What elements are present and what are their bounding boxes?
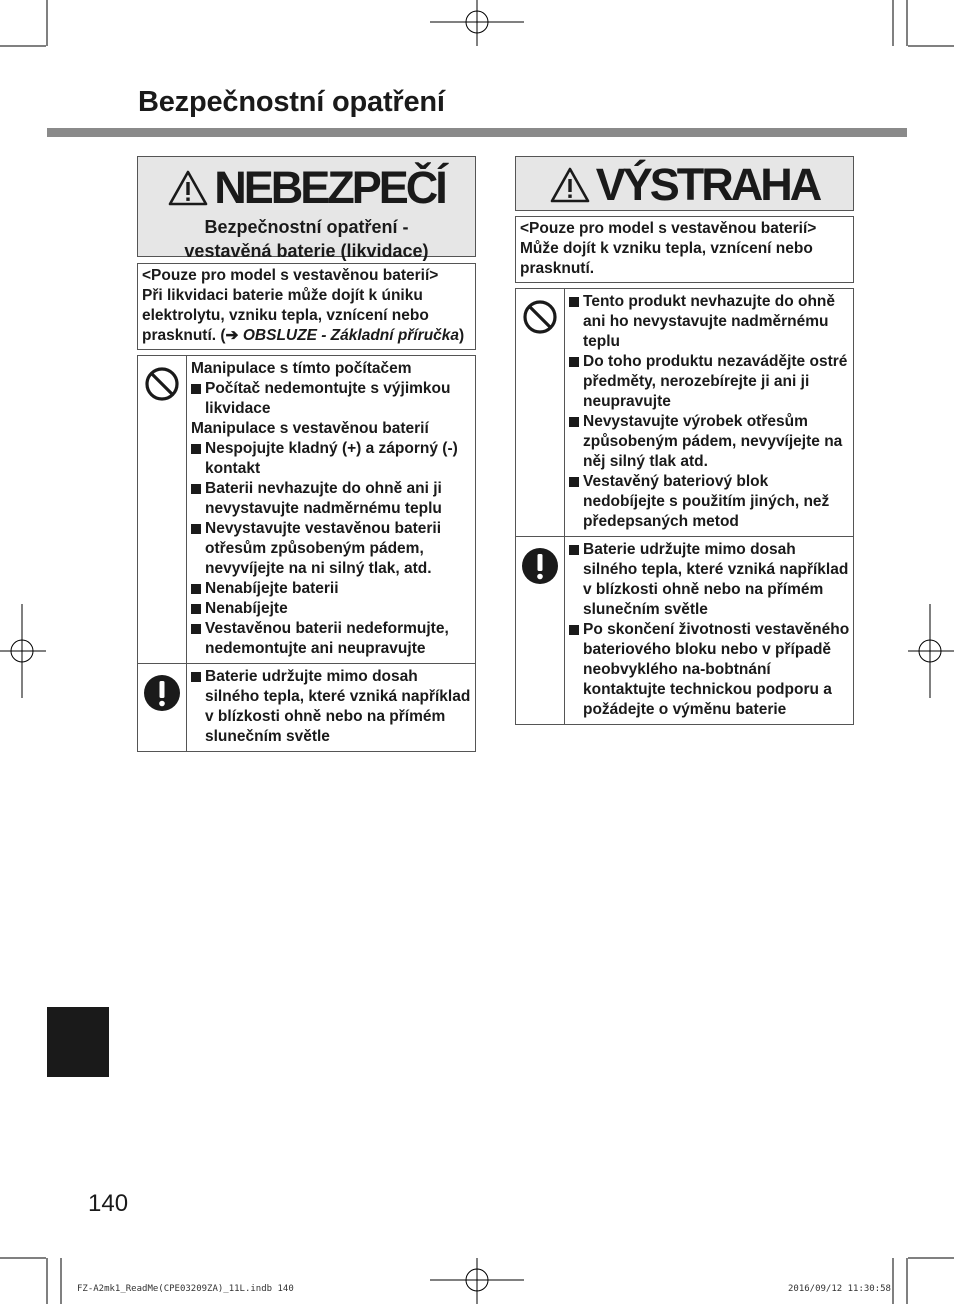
note-line: Při likvidaci baterie může dojít k úniku	[142, 287, 423, 304]
prohibition-row	[516, 289, 853, 536]
registration-mark-right	[908, 604, 954, 698]
list-item: Vestavěný bateriový blok nedobíjejte s použitím jiných, než předepsaných metod	[569, 472, 851, 532]
warning-header	[515, 156, 854, 211]
note-line: elektrolytu, vzniku tepla, vznícení nebo	[142, 307, 429, 324]
warning-instructions-table	[515, 288, 854, 725]
bullet-square-icon	[569, 357, 579, 367]
danger-subtitle-line-2: vestavěná baterie (likvidace)	[184, 241, 429, 261]
prohibition-icon	[522, 299, 558, 335]
arrow-icon: ➔	[225, 327, 239, 344]
list-item: Nespojujte kladný (+) a záporný (-) kontakt	[191, 439, 473, 479]
bullet-square-icon	[191, 384, 201, 394]
exclamation-icon	[143, 674, 181, 712]
bullet-square-icon	[569, 417, 579, 427]
note-line: prasknutí.	[520, 260, 595, 277]
list-item: Nenabíjejte baterii	[191, 579, 473, 599]
exclamation-icon	[521, 547, 559, 585]
mandatory-text	[565, 537, 853, 724]
crop-mark-bottom-left	[0, 1243, 62, 1304]
bullet-square-icon	[191, 604, 201, 614]
warning-triangle-icon	[168, 170, 208, 206]
list-item: Nevystavujte vestavěnou baterii otřesům způsobeným pádem, nevyvíjejte na ni silný tlak, atd.	[191, 519, 473, 579]
bullet-square-icon	[191, 624, 201, 634]
danger-subtitle-line-1: Bezpečnostní opatření -	[204, 217, 409, 237]
registration-mark-left	[0, 604, 46, 698]
warning-note	[515, 216, 854, 283]
mandatory-row	[516, 536, 853, 724]
crop-mark-top-left	[0, 0, 60, 60]
danger-heading	[138, 157, 475, 213]
danger-instructions-table	[137, 355, 476, 752]
danger-note	[137, 263, 476, 350]
list-item: Nevystavujte výrobek otřesům způsobeným pádem, nevyvíjejte na něj silný tlak atd.	[569, 412, 851, 472]
prohibition-icon	[144, 366, 180, 402]
danger-subtitle	[138, 213, 475, 267]
list-item: Baterii nevhazujte do ohně ani ji nevystavujte nadměrnému teplu	[191, 479, 473, 519]
section-heading: Manipulace s vestavěnou baterií	[191, 420, 429, 437]
title-rule	[47, 128, 907, 137]
list-item: Vestavěnou baterii nedeformujte, nedemontujte ani neupravujte	[191, 619, 473, 659]
note-ref-prefix: prasknutí. (	[142, 327, 226, 344]
crop-mark-bottom-right	[890, 1243, 954, 1304]
crop-mark-top-right	[890, 0, 954, 60]
footer-timestamp: 2016/09/12 11:30:58	[788, 1284, 891, 1294]
list-item: Tento produkt nevhazujte do ohně ani ho nevystavujte nadměrnému teplu	[569, 292, 851, 352]
mandatory-icon-cell	[516, 537, 565, 724]
danger-word: NEBEZPEČÍ	[214, 162, 445, 213]
list-item: Nenabíjejte	[191, 599, 473, 619]
bullet-square-icon	[191, 524, 201, 534]
bullet-square-icon	[191, 672, 201, 682]
bullet-square-icon	[569, 625, 579, 635]
page-number: 140	[88, 1190, 129, 1217]
registration-mark-bottom	[430, 1258, 524, 1304]
note-line: <Pouze pro model s vestavěnou baterií>	[142, 267, 439, 284]
warning-column	[515, 156, 854, 725]
mandatory-icon-cell	[138, 664, 187, 751]
footer-file-info: FZ-A2mk1_ReadMe(CPE03209ZA)_11L.indb 140	[77, 1284, 294, 1294]
manual-reference: OBSLUZE - Základní příručka	[238, 327, 460, 344]
section-heading: Manipulace s tímto počítačem	[191, 360, 412, 377]
bullet-square-icon	[191, 444, 201, 454]
page-title: Bezpečnostní opatření	[138, 86, 445, 118]
bullet-square-icon	[569, 545, 579, 555]
list-item: Do toho produktu nezavádějte ostré předměty, nerozebírejte ji ani ji neupravujte	[569, 352, 851, 412]
note-ref-suffix: )	[459, 327, 465, 344]
list-item: Po skončení životnosti vestavěného bateriového bloku nebo v případě neobvyklého na-bobtnání kontaktujte technickou podporu a požádejte o výměnu baterie	[569, 620, 851, 720]
prohibition-row	[138, 356, 475, 663]
mandatory-text	[187, 664, 475, 751]
list-item: Baterie udržujte mimo dosah silného tepla, které vzniká například v blízkosti ohně nebo na přímém slunečním světle	[569, 540, 851, 620]
warning-word: VÝSTRAHA	[595, 159, 820, 210]
bullet-square-icon	[569, 477, 579, 487]
warning-heading	[516, 157, 853, 210]
bullet-square-icon	[569, 297, 579, 307]
registration-mark-top	[430, 0, 524, 46]
mandatory-row	[138, 663, 475, 751]
danger-header	[137, 156, 476, 261]
list-item: Počítač nedemontujte s výjimkou likvidace	[191, 379, 473, 419]
note-line: Může dojít k vzniku tepla, vznícení nebo	[520, 240, 813, 257]
prohibition-text	[565, 289, 853, 536]
prohibition-text	[187, 356, 475, 663]
chapter-tab	[47, 1007, 109, 1077]
note-line: <Pouze pro model s vestavěnou baterií>	[520, 220, 817, 237]
prohibition-icon-cell	[516, 289, 565, 536]
danger-column	[137, 156, 476, 752]
list-item: Baterie udržujte mimo dosah silného tepla, které vzniká například v blízkosti ohně nebo na přímém slunečním světle	[191, 667, 473, 747]
warning-triangle-icon	[550, 167, 590, 203]
bullet-square-icon	[191, 484, 201, 494]
bullet-square-icon	[191, 584, 201, 594]
prohibition-icon-cell	[138, 356, 187, 663]
